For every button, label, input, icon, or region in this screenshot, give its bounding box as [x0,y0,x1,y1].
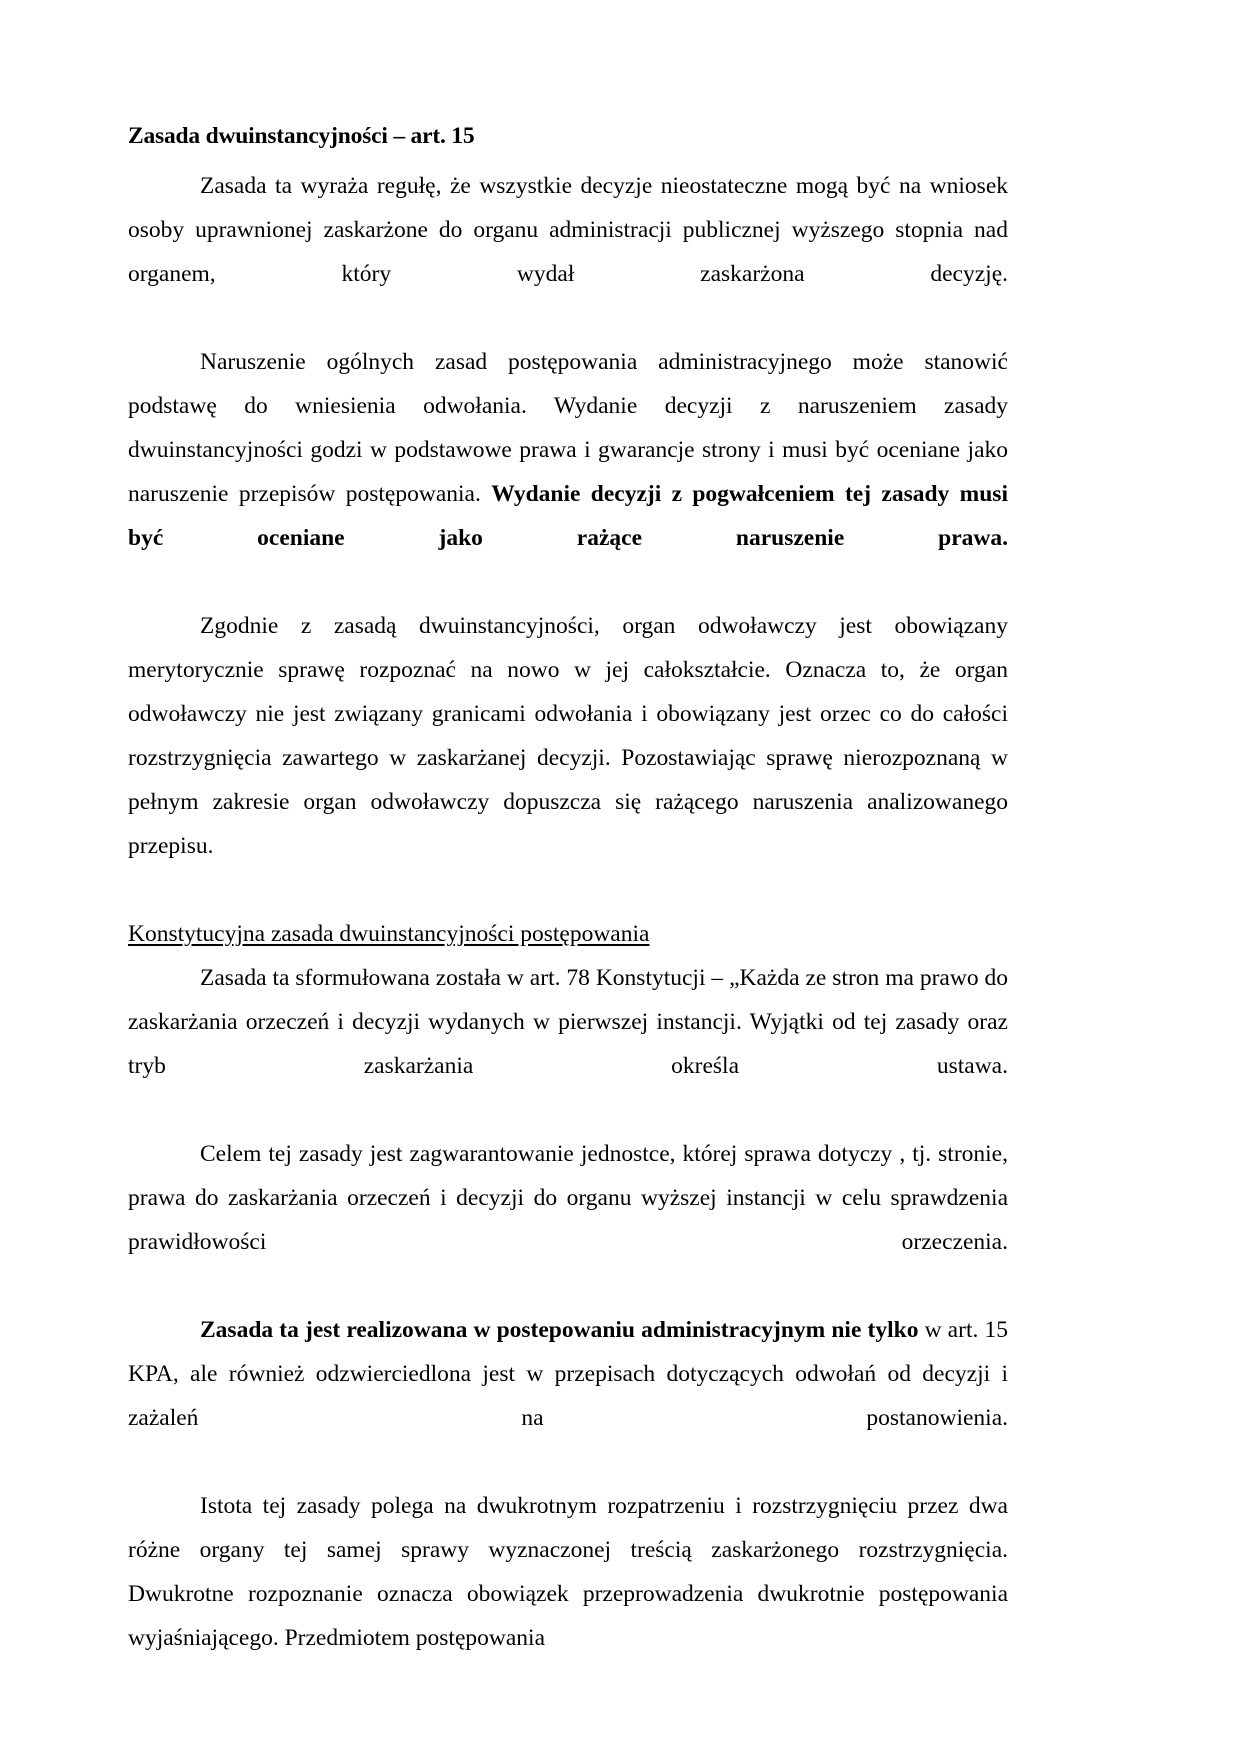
paragraph-6-normal-text: w art. 15 KPA, ale również odzwierciedlona jest w przepisach dotyczących odwołań od decyzji i zażaleń na postanowienia. [128,1317,1008,1432]
paragraph-6-bold-text: Zasada ta jest realizowana w postepowaniu administracyjnym nie tylko [200,1317,925,1344]
paragraph-2-normal-text: Naruszenie ogólnych zasad postępowania administracyjnego może stanowić podstawę do wniesienia odwołania. Wydanie decyzji z naruszeniem zasady dwuinstancyjności godzi w podstawowe prawa i gwarancje strony i musi być oceniane jako naruszenie przepisów postępowania. [128,349,1008,508]
paragraph-3: Zgodnie z zasadą dwuinstancyjności, organ odwoławczy jest obowiązany merytorycznie sprawę rozpoznać na nowo w jej całokształcie. Oznacza to, że organ odwoławczy nie jest związany granicami odwołania i obowiązany jest orzec co do całości rozstrzygnięcia zawartego w zaskarżanej decyzji. Pozostawiając sprawę nierozpoznaną w pełnym zakresie organ odwoławczy dopuszcza się rażącego naruszenia analizowanego przepisu. [128,613,1008,860]
document-body [128,122,1008,1660]
paragraph-7: Istota tej zasady polega na dwukrotnym rozpatrzeniu i rozstrzygnięciu przez dwa różne organy tej samej sprawy wyznaczonej treścią zaskarżonego rozstrzygnięcia. Dwukrotne rozpoznanie oznacza obowiązek przeprowadzenia dwukrotnie postępowania wyjaśniającego. Przedmiotem postępowania [128,1493,1008,1652]
page-title: Zasada dwuinstancyjności – art. 15 [128,123,475,149]
paragraph-5: Celem tej zasady jest zagwarantowanie jednostce, której sprawa dotyczy , tj. stronie, prawa do zaskarżania orzeczeń i decyzji do organu wyższej instancji w celu sprawdzenia prawidłowości orzeczenia. [128,1141,1008,1256]
section-subheading: Konstytucyjna zasada dwuinstancyjności postępowania [128,921,650,948]
paragraph-1: Zasada ta wyraża regułę, że wszystkie decyzje nieostateczne mogą być na wniosek osoby uprawnionej zaskarżone do organu administracji publicznej wyższego stopnia nad organem, który wydał zaskarżona decyzję. [128,173,1008,288]
paragraph-2 [128,340,1008,604]
paragraph-6 [128,1308,1008,1484]
paragraph-2-bold-text: Wydanie decyzji z pogwałceniem tej zasady musi być oceniane jako rażące naruszenie prawa. [128,481,1008,552]
paragraph-4: Zasada ta sformułowana została w art. 78 Konstytucji – „Każda ze stron ma prawo do zaskarżania orzeczeń i decyzji wydanych w pierwszej instancji. Wyjątki od tej zasady oraz tryb zaskarżania określa ustawa. [128,965,1008,1080]
